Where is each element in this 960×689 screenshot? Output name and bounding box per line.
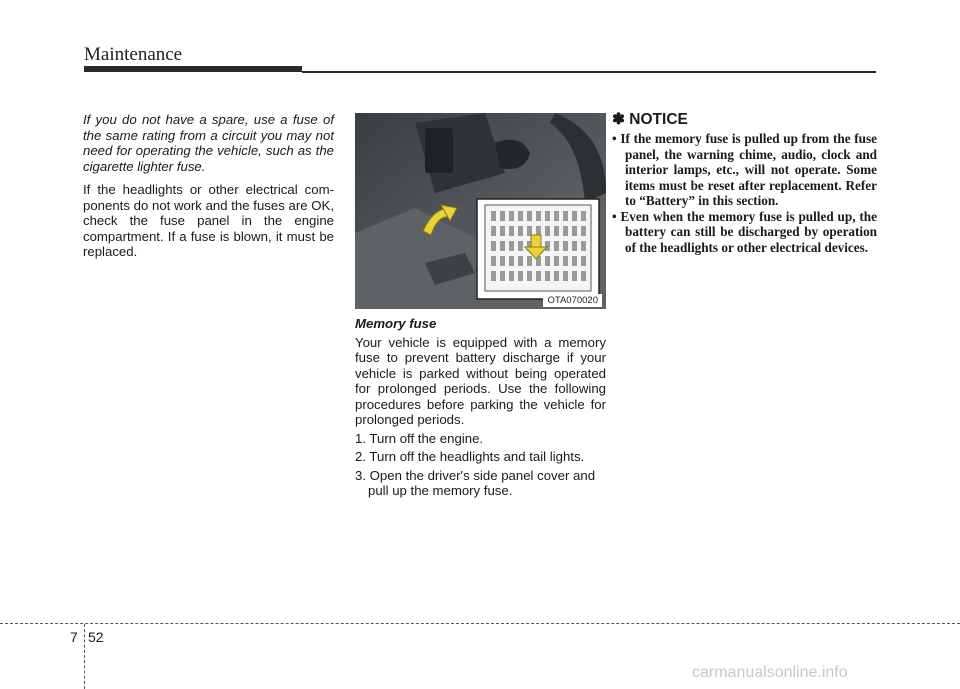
notice-item: • Even when the memory fuse is pulled up, the battery can still be discharged by operation of the headlights or other electrical devices. [612,208,877,255]
fuse-slot [554,271,559,281]
fuse-slot [536,211,541,221]
step-item: 2. Turn off the headlights and tail lights. [355,449,585,464]
spare-fuse-note: If you do not have a spare, use a fuse of the same rating from a circuit you may not need for operating the vehicle, such as the cigarette lighter fuse. [83,112,334,174]
dashboard-illustration [355,113,606,309]
fuse-slot [545,271,550,281]
memory-fuse-figure [355,113,606,309]
fuse-slot [545,211,550,221]
header-rule-thin [302,71,876,73]
figure-caption: Memory fuse [355,316,437,331]
fuse-slot [563,226,568,236]
fuse-slot [527,256,532,266]
notice-title: ✽ NOTICE [612,111,688,128]
footer-vertical-rule [84,624,85,689]
chapter-number: 7 [70,629,78,645]
figure-code: OTA070020 [543,294,602,307]
step-item: 1. Turn off the engine. [355,430,484,446]
fuse-slot [572,211,577,221]
fuse-slot [509,226,514,236]
fuse-slot [581,271,586,281]
fuse-slot [491,271,496,281]
left-column [83,112,334,260]
fuse-slot [563,256,568,266]
procedure-steps [355,431,606,499]
fuse-slot [509,241,514,251]
fuse-slot [581,241,586,251]
fuse-slot [518,271,523,281]
fuse-slot [518,211,523,221]
fuse-slot [581,256,586,266]
fuse-check-paragraph: If the headlights or other electrical com- ponents do not work and the fuses are OK, check the fuse panel in the engine compartment. If a fuse is blown, it must be replaced. [83,182,334,259]
watermark: carmanualsonline.info [692,664,848,681]
fuse-slot [509,271,514,281]
fuse-slot [509,256,514,266]
fuse-slot [545,256,550,266]
fuse-slot [554,256,559,266]
fuse-slot [500,256,505,266]
section-title: Maintenance [84,44,183,65]
footer-rule [0,623,960,624]
fuse-slot [554,241,559,251]
fuse-slot [500,226,505,236]
fuse-slot [545,241,550,251]
fuse-slot [527,211,532,221]
fuse-slot [500,271,505,281]
fuse-slot [581,211,586,221]
fuse-slot [572,241,577,251]
fuse-slot [509,211,514,221]
page-number: 52 [88,629,104,645]
fuse-slot [527,271,532,281]
switch-panel [425,128,453,173]
fuse-slot [518,256,523,266]
fuse-slot [491,256,496,266]
fuse-slot [491,226,496,236]
header-rule-thick [84,66,302,72]
fuse-slot [581,226,586,236]
notice-list [612,131,877,255]
fuse-slot [572,226,577,236]
fuse-slot [500,241,505,251]
fuse-slot [563,271,568,281]
fuse-slot [572,256,577,266]
fuse-slot [500,211,505,221]
fuse-slot [563,211,568,221]
fuse-slot [536,271,541,281]
fuse-slot [554,211,559,221]
fuse-slot [518,226,523,236]
fuse-slot [491,211,496,221]
fuse-slot [563,241,568,251]
notice-box [612,110,877,255]
step-item: 3. Open the driver's side panel cover and pull up the memory fuse. [355,467,596,498]
fuse-slot [554,226,559,236]
fuse-slot [572,271,577,281]
notice-item: • If the memory fuse is pulled up from the fuse panel, the warning chime, audio, clock and interior lamps, etc., will not operate. Some items must be reset after replacement. Refer to “Battery” in this section. [612,131,877,208]
middle-column [355,316,606,502]
fuse-slot [491,241,496,251]
fuse-slot [545,226,550,236]
fuse-slot [518,241,523,251]
memory-fuse-paragraph: Your vehicle is equipped with a memory fuse to prevent battery discharge if your vehicle is parked without being operated for prolonged periods. Use the following procedures before parking the vehicle for prolonged periods. [355,334,606,427]
